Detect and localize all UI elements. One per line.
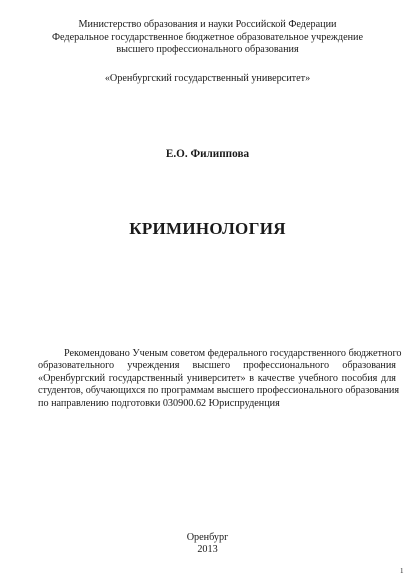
header-line-ministry: Министерство образования и науки Российской Федерации	[78, 19, 337, 30]
publication-year: 2013	[197, 544, 218, 556]
publication-footer	[0, 532, 415, 557]
university-name: «Оренбургский государственный университет»	[104, 73, 311, 84]
document-title: КРИМИНОЛОГИЯ	[129, 219, 286, 238]
author-name: Е.О. Филиппова	[165, 148, 250, 160]
header-line-institution-type: Федеральное государственное бюджетное образовательное учреждение	[51, 31, 364, 43]
recommendation-block	[38, 348, 402, 410]
recommendation-line: образовательного учреждения высшего профессионального образования	[38, 360, 396, 372]
publication-city: Оренбург	[186, 532, 229, 543]
header-line-education-level: высшего профессионального образования	[116, 44, 299, 56]
ministry-header	[0, 19, 415, 57]
recommendation-line: «Оренбургский государственный университет» в качестве учебного пособия для	[38, 372, 396, 384]
recommendation-line: Рекомендовано Ученым советом федерального государственного бюджетного	[64, 348, 402, 359]
page-number: 1	[400, 567, 404, 575]
recommendation-line: по направлению подготовки 030900.62 Юриспруденция	[38, 397, 280, 409]
recommendation-line: студентов, обучающихся по программам высшего профессионального образования	[38, 385, 400, 397]
